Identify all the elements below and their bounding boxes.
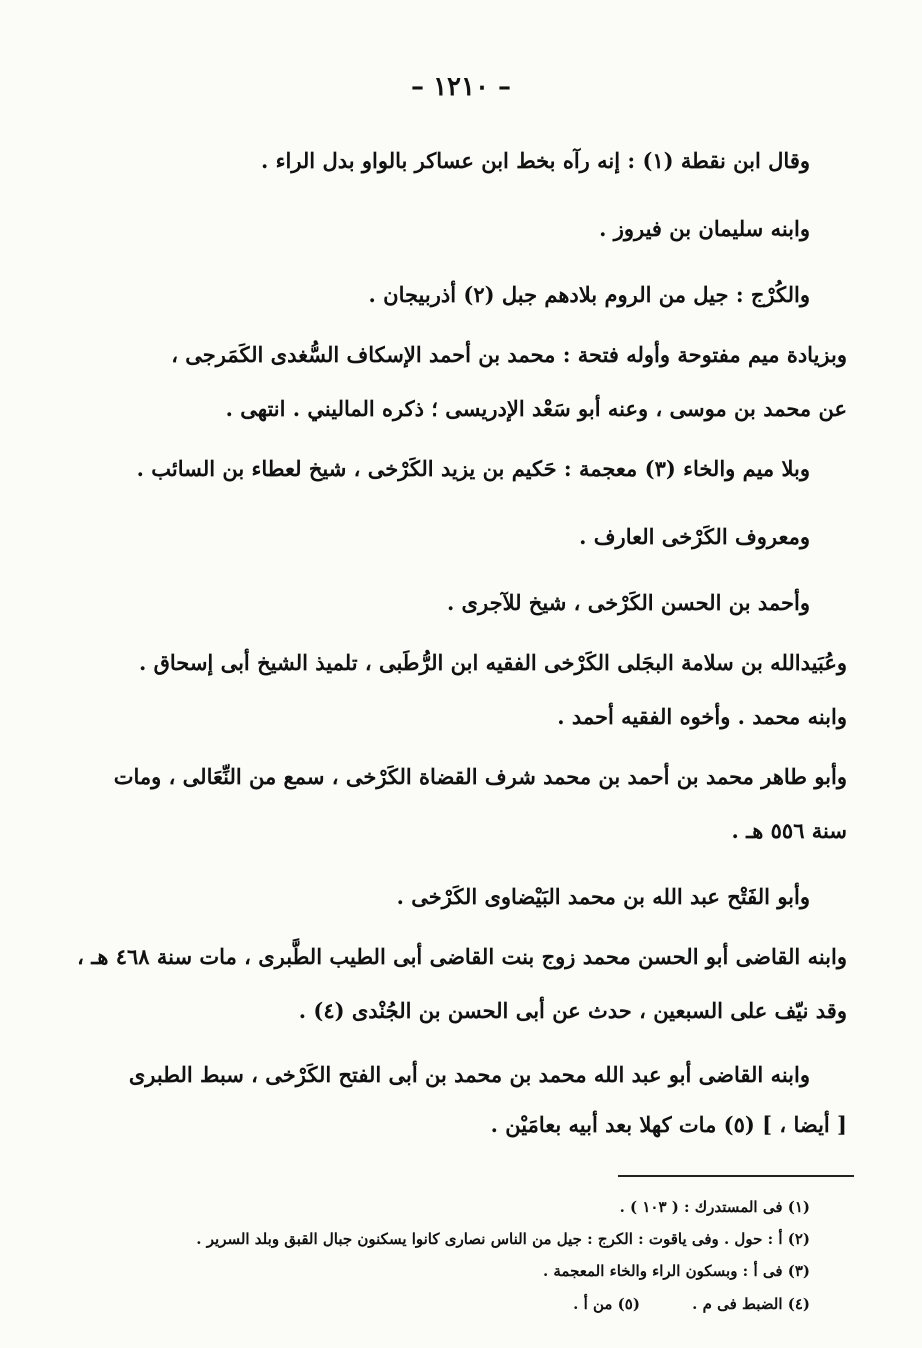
body-line: وأحمد بن الحسن الكَرْخى ، شيخ للآجرى .: [446, 590, 810, 615]
body-line: وبزيادة ميم مفتوحة وأوله فتحة : محمد بن أحمد الإسكاف السُّغدى الكَمَرجى ،: [171, 342, 847, 367]
footnote: (٣) فى أ : وبسكون الراء والخاء المعجمة .: [542, 1262, 810, 1280]
body-line: عن محمد بن موسى ، وعنه أبو سَعْد الإدريسى ؛ ذكره الماليني . انتهى .: [225, 396, 847, 421]
body-line: وابنه القاضى أبو الحسن محمد زوج بنت القاضى أبى الطيب الطَّبرى ، مات سنة ٤٦٨ هـ ،: [77, 944, 847, 969]
body-line: وبلا ميم والخاء (٣) معجمة : حَكيم بن يزيد الكَرْخى ، شيخ لعطاء بن السائب .: [136, 456, 810, 481]
body-line: وأبو طاهر محمد بن أحمد بن محمد شرف القضاة الكَرْخى ، سمع من النِّعَالى ، ومات: [113, 764, 847, 789]
footnote: (١) فى المستدرك : ( ١٠٣ ) .: [619, 1198, 810, 1216]
body-line: والكُرْج : جيل من الروم بلادهم جبل (٢) أذربيجان .: [368, 282, 810, 307]
body-line: وقال ابن نقطة (١) : إنه رآه بخط ابن عساكر بالواو بدل الراء .: [260, 148, 810, 173]
footnote: (٤) الضبط فى م . (٥) من أ .: [573, 1295, 810, 1313]
body-line: وابنه سليمان بن فيروز .: [599, 216, 810, 241]
page-number: – ١٢١٠ –: [411, 72, 511, 102]
body-line: وأبو الفَتْح عبد الله بن محمد البَيْضاوى الكَرْخى .: [396, 884, 810, 909]
body-line: ومعروف الكَرْخى العارف .: [579, 524, 810, 549]
body-line: وعُبَيدالله بن سلامة البجَلى الكَرْخى الفقيه ابن الرُّطَبى ، تلميذ الشيخ أبى إسحاق .: [138, 650, 847, 675]
body-line: وقد نيّف على السبعين ، حدث عن أبى الحسن بن الجُنْدى (٤) .: [298, 998, 847, 1023]
footnote-separator: [618, 1175, 854, 1177]
footnote: (٢) أ : حول . وفى ياقوت : الكرج : جيل من الناس نصارى كانوا يسكنون جبال القبق وبلد السرير .: [196, 1230, 810, 1248]
body-line: وابنه القاضى أبو عبد الله محمد بن محمد بن أبى الفتح الكَرْخى ، سبط الطبرى: [128, 1062, 810, 1087]
body-line: سنة ٥٥٦ هـ .: [731, 818, 847, 843]
body-line: [ أيضا ، ] (٥) مات كهلا بعد أبيه بعامَيْن .: [490, 1112, 847, 1137]
body-line: وابنه محمد . وأخوه الفقيه أحمد .: [557, 704, 847, 729]
